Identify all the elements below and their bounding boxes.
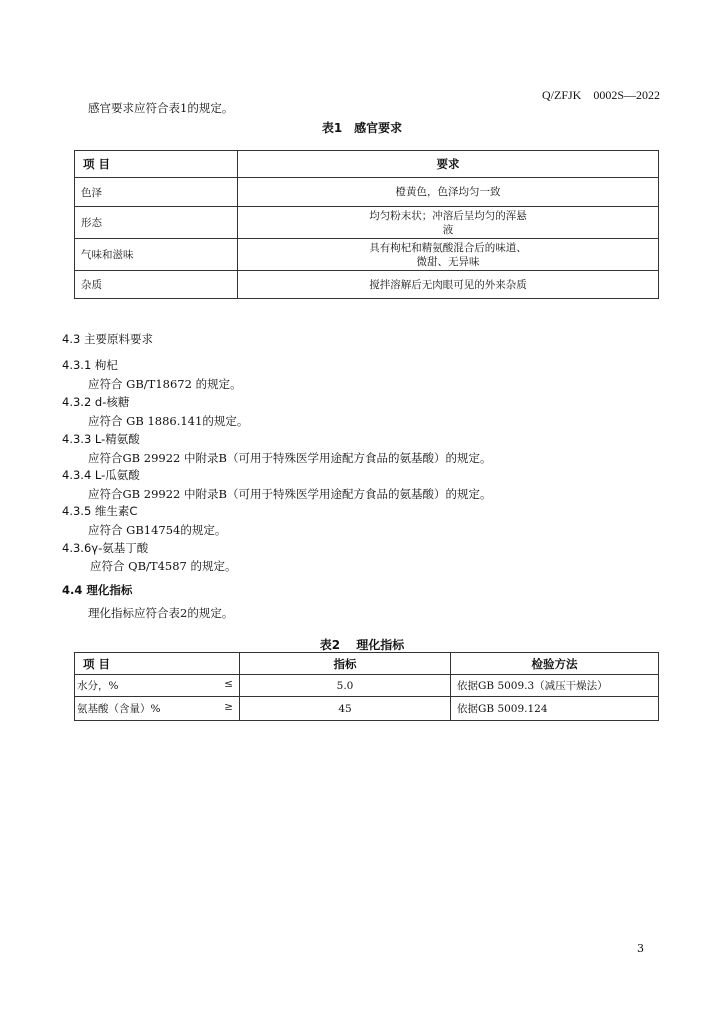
table-row — [75, 178, 659, 207]
row-item: 形态 — [75, 207, 238, 239]
table-row — [75, 697, 659, 721]
header-indicator: 指标 — [240, 653, 451, 675]
section-4-4-heading: 4.4 理化指标 — [62, 583, 133, 597]
table2-caption: 表2 理化指标 — [319, 638, 405, 652]
table-row — [75, 239, 659, 271]
document-code: Q/ZFJK 0002S—2022 — [541, 88, 660, 102]
row-comparison-symbol: ≤ — [224, 678, 233, 690]
row-item: 色泽 — [75, 178, 238, 207]
row-requirement: 具有枸杞和精氨酸混合后的味道、 微甜、无异味 — [238, 239, 659, 271]
physicochemical-indicators-table — [74, 652, 659, 721]
row-requirement: 均匀粉末状；冲溶后呈均匀的浑悬 液 — [238, 207, 659, 239]
section-4-4-body: 理化指标应符合表2的规定。 — [88, 606, 234, 620]
header-item: 项 目 — [75, 151, 238, 178]
section-4-3-5-body: 应符合 GB14754的规定。 — [88, 523, 227, 537]
header-method: 检验方法 — [451, 653, 659, 675]
row-item: 氨基酸（含量）% ≥ — [75, 697, 240, 721]
row-item: 杂质 — [75, 271, 238, 299]
sensory-requirements-table — [74, 150, 659, 299]
page-number: 3 — [637, 942, 644, 955]
table-row — [75, 271, 659, 299]
section-4-3-6-heading: 4.3.6γ-氨基丁酸 — [62, 541, 149, 555]
section-4-3-2-heading: 4.3.2 d-核糖 — [62, 395, 130, 409]
section-4-3-2-body: 应符合 GB 1886.141的规定。 — [88, 414, 249, 428]
section-4-3-5-heading: 4.3.5 维生素C — [62, 504, 138, 518]
row-value: 5.0 — [240, 675, 451, 697]
table1-caption: 表1 感官要求 — [321, 121, 403, 135]
row-method: 依据GB 5009.3（减压干燥法） — [451, 675, 659, 697]
section-4-3-3-body: 应符合GB 29922 中附录B（可用于特殊医学用途配方食品的氨基酸）的规定。 — [88, 451, 492, 465]
section-4-3-4-heading: 4.3.4 L-瓜氨酸 — [62, 468, 140, 482]
table-header-row — [75, 151, 659, 178]
section-4-3-1-body: 应符合 GB/T18672 的规定。 — [88, 377, 242, 391]
header-requirement: 要求 — [238, 151, 659, 178]
table-row — [75, 207, 659, 239]
row-item: 水分，% ≤ — [75, 675, 240, 697]
row-requirement: 橙黄色，色泽均匀一致 — [238, 178, 659, 207]
header-item: 项 目 — [75, 653, 240, 675]
intro-text-table1: 感官要求应符合表1的规定。 — [88, 101, 234, 115]
section-4-3-3-heading: 4.3.3 L-精氨酸 — [62, 432, 140, 446]
section-4-3-1-heading: 4.3.1 枸杞 — [62, 358, 118, 372]
row-item: 气味和滋味 — [75, 239, 238, 271]
section-4-3-6-body: 应符合 QB/T4587 的规定。 — [90, 559, 237, 573]
row-method: 依据GB 5009.124 — [451, 697, 659, 721]
section-4-3-heading: 4.3 主要原料要求 — [62, 332, 153, 346]
table-header-row — [75, 653, 659, 675]
section-4-3-4-body: 应符合GB 29922 中附录B（可用于特殊医学用途配方食品的氨基酸）的规定。 — [88, 487, 492, 501]
row-value: 45 — [240, 697, 451, 721]
table-row — [75, 675, 659, 697]
row-requirement: 搅拌溶解后无肉眼可见的外来杂质 — [238, 271, 659, 299]
row-comparison-symbol: ≥ — [224, 701, 233, 713]
